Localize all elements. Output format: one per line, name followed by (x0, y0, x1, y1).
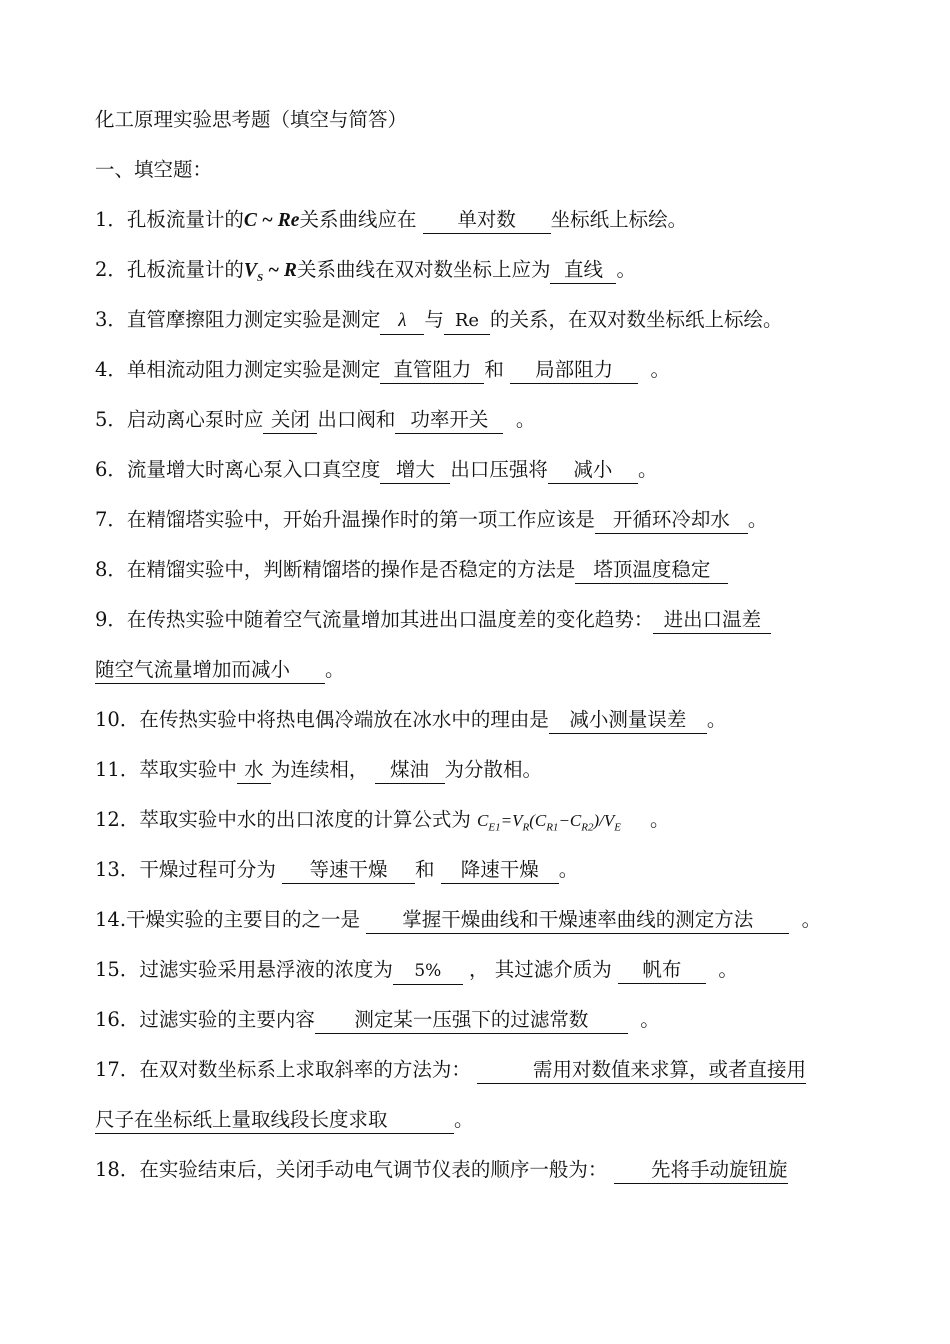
answer-blank: 掌握干燥曲线和干燥速率曲线的测定方法 (366, 907, 789, 934)
answer-blank: 开循环冷却水 (595, 507, 748, 534)
answer-blank: 功率开关 (395, 407, 503, 434)
question-13: 13．干燥过程可分为 等速干燥 和 降速干燥 。 (95, 855, 578, 885)
question-12: 12．萃取实验中水的出口浓度的计算公式为 $C_{E1}=V_R(C_{R1}-C_{R2})/V_E$ 。 (95, 808, 670, 834)
answer-blank: 增大 (380, 457, 450, 484)
answer-blank: 帆布 (618, 957, 706, 984)
question-17-continued: 尺子在坐标纸上量取线段长度求取 。 (95, 1105, 474, 1135)
answer-blank: 单对数 (423, 207, 551, 234)
answer-blank: 水 (237, 757, 271, 784)
formula-c-re: C ~ Re (243, 210, 300, 231)
answer-blank: 直线 (550, 257, 616, 284)
answer-blank: 塔顶温度稳定 (575, 557, 728, 584)
question-1: 1．孔板流量计的C ~ Re关系曲线应在 单对数 坐标纸上标绘。 (95, 205, 687, 235)
answer-blank: Re (444, 308, 490, 335)
question-14: 14.干燥实验的主要目的之一是 掌握干燥曲线和干燥速率曲线的测定方法 。 (95, 905, 821, 935)
extraction-formula: $C_{E1}=V_R(C_{R1}-C_{R2})/V_E$ (477, 811, 621, 834)
section-heading: 一、填空题： (95, 158, 213, 181)
question-17: 17．在双对数坐标系上求取斜率的方法为： 需用对数值来求算，或者直接用 (95, 1055, 806, 1085)
answer-blank: 等速干燥 (282, 857, 415, 884)
answer-blank: 煤油 (375, 757, 445, 784)
question-11: 11．萃取实验中 水 为连续相， 煤油 为分散相。 (95, 755, 542, 785)
question-5: 5．启动离心泵时应 关闭 出口阀和 功率开关 。 (95, 405, 535, 435)
question-4: 4．单相流动阻力测定实验是测定 直管阻力 和 局部阻力 。 (95, 355, 670, 385)
answer-blank: 减小测量误差 (549, 707, 707, 734)
answer-blank: 减小 (548, 457, 638, 484)
question-7: 7．在精馏塔实验中，开始升温操作时的第一项工作应该是 开循环冷却水 。 (95, 505, 767, 535)
answer-blank: 局部阻力 (510, 357, 638, 384)
answer-blank: 降速干燥 (441, 857, 559, 884)
question-10: 10．在传热实验中将热电偶冷端放在冰水中的理由是 减小测量误差 。 (95, 705, 726, 735)
answer-blank: 直管阻力 (380, 357, 484, 384)
question-2: 2．孔板流量计的$V_S$ ~ R关系曲线在双对数坐标上应为 直线 。 (95, 258, 636, 284)
answer-blank: 随空气流量增加而减小 (95, 657, 325, 684)
answer-blank: 尺子在坐标纸上量取线段长度求取 (95, 1107, 454, 1134)
answer-blank: 先将手动旋钮旋 (614, 1157, 788, 1184)
answer-blank: 5% (393, 958, 463, 985)
formula-vs-r: $V_S$ ~ R (243, 260, 297, 284)
question-9: 9．在传热实验中随着空气流量增加其进出口温度差的变化趋势： 进出口温差 (95, 605, 771, 635)
answer-blank: 需用对数值来求算，或者直接用 (477, 1057, 806, 1084)
question-18: 18．在实验结束后，关闭手动电气调节仪表的顺序一般为： 先将手动旋钮旋 (95, 1155, 788, 1185)
question-9-continued: 随空气流量增加而减小 。 (95, 655, 345, 685)
question-6: 6．流量增大时离心泵入口真空度 增大 出口压强将 减小 。 (95, 455, 657, 485)
question-16: 16．过滤实验的主要内容 测定某一压强下的过滤常数 。 (95, 1005, 660, 1035)
question-3: 3．直管摩擦阻力测定实验是测定 λ 与 Re 的关系，在双对数坐标纸上标绘。 (95, 305, 782, 335)
answer-blank: 测定某一压强下的过滤常数 (315, 1007, 628, 1034)
answer-blank: 进出口温差 (653, 607, 771, 634)
document-title: 化工原理实验思考题（填空与简答） (95, 108, 408, 131)
answer-blank: 关闭 (263, 407, 317, 434)
answer-blank: λ (380, 308, 424, 335)
question-15: 15．过滤实验采用悬浮液的浓度为 5% ， 其过滤介质为 帆布 。 (95, 955, 738, 985)
question-8: 8．在精馏实验中，判断精馏塔的操作是否稳定的方法是 塔顶温度稳定 (95, 555, 728, 585)
